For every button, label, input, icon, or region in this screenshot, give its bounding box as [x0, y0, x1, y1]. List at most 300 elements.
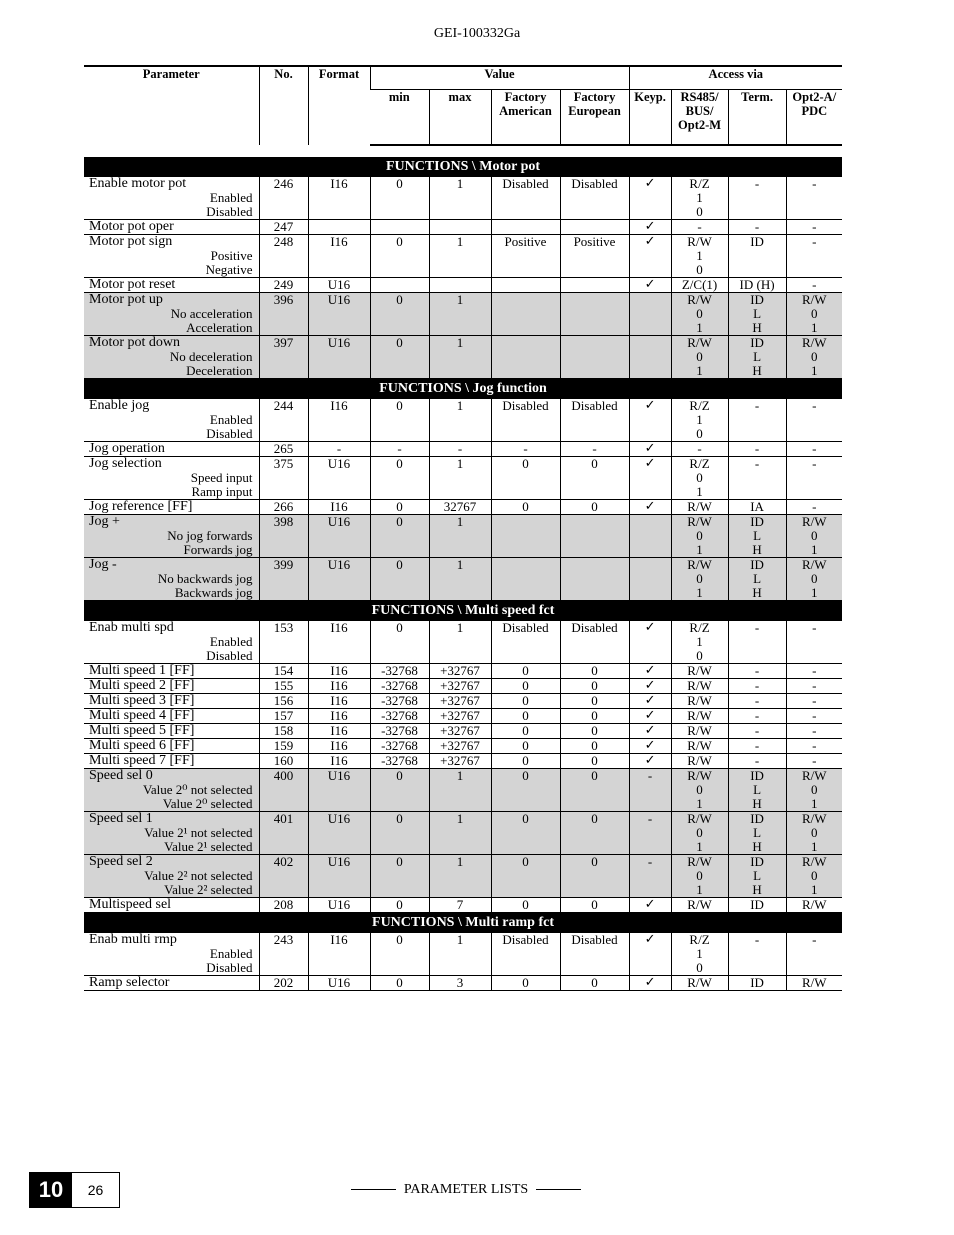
header-value: Value	[370, 66, 629, 90]
terminal-access	[728, 933, 786, 976]
value-max: 1	[429, 177, 491, 220]
rs485-access-value: R/W	[687, 663, 712, 678]
parameter-option: Value 2¹ not selected	[144, 825, 253, 840]
parameter-option: Disabled	[206, 960, 253, 975]
rs485-access	[671, 933, 728, 976]
terminal-access	[728, 679, 786, 694]
parameter-row	[84, 709, 842, 724]
rs485-access-value: 0	[696, 528, 703, 543]
parameter-option: Value 2¹ selected	[164, 839, 253, 854]
parameter-number: 157	[259, 709, 308, 724]
opt2a-access-value: -	[812, 708, 817, 723]
footer-page-box	[29, 1172, 120, 1208]
rs485-access	[671, 399, 728, 442]
rs485-access-value: 1	[696, 634, 703, 649]
rs485-access-value: R/W	[687, 738, 712, 753]
parameter-name: Enable motor pot	[89, 176, 187, 191]
rs485-access	[671, 709, 728, 724]
terminal-access-value: -	[754, 708, 760, 723]
terminal-access-value: ID (H)	[739, 277, 775, 292]
value-min: -	[370, 442, 429, 457]
parameter-row	[84, 558, 842, 601]
parameter-cell	[84, 855, 259, 898]
value-min: 0	[370, 621, 429, 664]
parameter-name: Motor pot down	[89, 335, 180, 350]
parameter-option: Disabled	[206, 426, 253, 441]
keypad-access: ✓	[629, 235, 671, 278]
keypad-access: ✓	[629, 754, 671, 769]
factory-european	[560, 293, 629, 336]
factory-european: 0	[560, 694, 629, 709]
keypad-access: ✓	[629, 177, 671, 220]
parameter-row	[84, 515, 842, 558]
factory-american: Disabled	[491, 621, 560, 664]
parameter-name: Motor pot reset	[89, 277, 176, 292]
parameter-name: Multi speed 4 [FF]	[89, 708, 195, 723]
rs485-access-value: R/Z	[689, 398, 710, 413]
value-min: 0	[370, 399, 429, 442]
rs485-access	[671, 336, 728, 379]
parameter-number: 246	[259, 177, 308, 220]
parameter-format: U16	[308, 769, 370, 812]
factory-european: 0	[560, 500, 629, 515]
value-max: +32767	[429, 694, 491, 709]
rs485-access-value: R/Z	[689, 932, 710, 947]
parameter-row	[84, 898, 842, 913]
section-header-row	[84, 379, 842, 399]
header-factory-american: Factory American	[491, 90, 560, 146]
parameter-row	[84, 724, 842, 739]
rs485-access-value: R/W	[687, 753, 712, 768]
parameter-option: No backwards jog	[157, 571, 253, 586]
value-min: 0	[370, 558, 429, 601]
parameter-option: Backwards jog	[174, 585, 253, 600]
parameter-number: 401	[259, 812, 308, 855]
rs485-access-value: 1	[696, 946, 703, 961]
opt2a-access	[786, 558, 842, 601]
parameter-name: Multispeed sel	[89, 897, 172, 912]
terminal-access	[728, 442, 786, 457]
rs485-access-value: R/W	[687, 234, 712, 249]
parameter-name: Multi speed 1 [FF]	[89, 663, 195, 678]
rs485-access-value: R/W	[687, 557, 712, 572]
opt2a-access	[786, 724, 842, 739]
factory-european: 0	[560, 976, 629, 991]
table-header	[84, 66, 842, 145]
opt2a-access	[786, 293, 842, 336]
parameter-option: Enabled	[209, 634, 253, 649]
terminal-access-value: ID	[750, 811, 764, 826]
opt2a-access-value: 1	[811, 542, 818, 557]
terminal-access-value: -	[754, 932, 760, 947]
parameter-row	[84, 769, 842, 812]
keypad-access: ✓	[629, 679, 671, 694]
parameter-format: I16	[308, 709, 370, 724]
parameter-format: U16	[308, 976, 370, 991]
keypad-access: ✓	[629, 399, 671, 442]
value-min: 0	[370, 336, 429, 379]
terminal-access	[728, 278, 786, 293]
parameter-format: I16	[308, 177, 370, 220]
terminal-access	[728, 898, 786, 913]
value-max: +32767	[429, 664, 491, 679]
opt2a-access	[786, 278, 842, 293]
parameter-name: Multi speed 5 [FF]	[89, 723, 195, 738]
rs485-access	[671, 976, 728, 991]
parameter-number: 202	[259, 976, 308, 991]
rs485-access	[671, 558, 728, 601]
keypad-access: ✓	[629, 664, 671, 679]
keypad-access: ✓	[629, 976, 671, 991]
opt2a-access-value: 1	[811, 796, 818, 811]
parameter-option: Forwards jog	[183, 542, 253, 557]
rs485-access-value: 0	[696, 868, 703, 883]
parameter-table	[84, 65, 842, 991]
parameter-format: I16	[308, 664, 370, 679]
parameter-number: 158	[259, 724, 308, 739]
parameter-row	[84, 754, 842, 769]
opt2a-access-value: -	[812, 441, 817, 456]
terminal-access-value: ID	[750, 514, 764, 529]
terminal-access-value: ID	[750, 768, 764, 783]
opt2a-access	[786, 694, 842, 709]
parameter-format: I16	[308, 694, 370, 709]
factory-european: 0	[560, 769, 629, 812]
factory-european: 0	[560, 679, 629, 694]
terminal-access-value: -	[754, 723, 760, 738]
keypad-access: ✓	[629, 220, 671, 235]
value-min: 0	[370, 812, 429, 855]
parameter-cell	[84, 898, 259, 913]
opt2a-access-value: 1	[811, 882, 818, 897]
rs485-access	[671, 235, 728, 278]
parameter-number: 154	[259, 664, 308, 679]
factory-european: Positive	[560, 235, 629, 278]
terminal-access-value: H	[752, 363, 762, 378]
parameter-number: 249	[259, 278, 308, 293]
rs485-access-value: Z/C(1)	[681, 277, 718, 292]
terminal-access-value: H	[752, 839, 762, 854]
terminal-access-value: H	[752, 542, 762, 557]
parameter-format: U16	[308, 812, 370, 855]
parameter-option: Deceleration	[186, 363, 253, 378]
terminal-access-value: -	[754, 219, 760, 234]
value-max: -	[429, 442, 491, 457]
opt2a-access	[786, 739, 842, 754]
rs485-access-value: R/W	[687, 678, 712, 693]
opt2a-access-value: R/W	[802, 335, 827, 350]
value-max: 1	[429, 621, 491, 664]
value-min: 0	[370, 500, 429, 515]
keypad-access: ✓	[629, 739, 671, 754]
rs485-access	[671, 278, 728, 293]
terminal-access	[728, 739, 786, 754]
parameter-name: Jog -	[89, 557, 117, 572]
value-max: 1	[429, 769, 491, 812]
footer-title-text: PARAMETER LISTS	[403, 1182, 529, 1197]
keypad-access	[629, 293, 671, 336]
opt2a-access-value: 0	[811, 528, 818, 543]
opt2a-access-value: -	[812, 176, 817, 191]
parameter-format: U16	[308, 558, 370, 601]
rs485-access	[671, 898, 728, 913]
terminal-access	[728, 812, 786, 855]
parameter-name: Jog operation	[89, 441, 165, 456]
value-max: 1	[429, 336, 491, 379]
terminal-access	[728, 664, 786, 679]
value-min: 0	[370, 457, 429, 500]
opt2a-access-value: -	[812, 723, 817, 738]
parameter-name: Jog selection	[89, 456, 162, 471]
rs485-access	[671, 812, 728, 855]
opt2a-access	[786, 679, 842, 694]
value-max: +32767	[429, 709, 491, 724]
factory-european	[560, 558, 629, 601]
value-min: 0	[370, 976, 429, 991]
rs485-access	[671, 515, 728, 558]
rs485-access-value: R/W	[687, 811, 712, 826]
terminal-access-value: L	[753, 782, 762, 797]
rs485-access-value: 1	[696, 796, 703, 811]
factory-european	[560, 278, 629, 293]
terminal-access	[728, 177, 786, 220]
opt2a-access	[786, 812, 842, 855]
rs485-access-value: 1	[696, 839, 703, 854]
rs485-access-value: 1	[696, 320, 703, 335]
factory-american: 0	[491, 898, 560, 913]
opt2a-access-value: -	[812, 678, 817, 693]
value-min	[370, 220, 429, 235]
value-max: 1	[429, 855, 491, 898]
opt2a-access	[786, 220, 842, 235]
parameter-name: Jog reference [FF]	[89, 499, 193, 514]
parameter-format: I16	[308, 235, 370, 278]
factory-american: 0	[491, 679, 560, 694]
value-max: 1	[429, 235, 491, 278]
terminal-access	[728, 457, 786, 500]
value-max: 1	[429, 933, 491, 976]
opt2a-access	[786, 769, 842, 812]
parameter-row	[84, 739, 842, 754]
parameter-format: U16	[308, 278, 370, 293]
value-max: 3	[429, 976, 491, 991]
keypad-access	[629, 336, 671, 379]
factory-european	[560, 220, 629, 235]
terminal-access-value: L	[753, 571, 762, 586]
opt2a-access-value: R/W	[802, 514, 827, 529]
opt2a-access-value: -	[812, 499, 817, 514]
terminal-access-value: L	[753, 349, 762, 364]
rs485-access	[671, 679, 728, 694]
opt2a-access-value: -	[812, 277, 817, 292]
header-rs485: RS485/ BUS/ Opt2-M	[671, 90, 728, 146]
parameter-option: Value 2⁰ not selected	[142, 782, 253, 797]
parameter-format: -	[308, 442, 370, 457]
parameter-format: I16	[308, 724, 370, 739]
parameter-cell	[84, 457, 259, 500]
parameter-cell	[84, 220, 259, 235]
rs485-access-value: 1	[696, 412, 703, 427]
opt2a-access-value: R/W	[802, 557, 827, 572]
terminal-access-value: H	[752, 882, 762, 897]
rs485-access-value: 0	[696, 782, 703, 797]
factory-european: -	[560, 442, 629, 457]
rs485-access-value: R/W	[687, 854, 712, 869]
value-max: +32767	[429, 754, 491, 769]
factory-european: 0	[560, 855, 629, 898]
rs485-access-value: 0	[696, 349, 703, 364]
parameter-name: Speed sel 1	[89, 811, 153, 826]
opt2a-access-value: 1	[811, 585, 818, 600]
section-title: FUNCTIONS \ Jog function	[84, 379, 842, 399]
opt2a-access	[786, 621, 842, 664]
value-min: 0	[370, 769, 429, 812]
parameter-name: Multi speed 3 [FF]	[89, 693, 195, 708]
opt2a-access-value: -	[812, 234, 817, 249]
factory-european: 0	[560, 898, 629, 913]
rs485-access	[671, 442, 728, 457]
terminal-access	[728, 694, 786, 709]
factory-american: 0	[491, 769, 560, 812]
opt2a-access-value: -	[812, 456, 817, 471]
document-code: GEI-100332Ga	[433, 26, 521, 41]
rs485-access-value: R/W	[687, 723, 712, 738]
parameter-cell	[84, 500, 259, 515]
parameter-cell	[84, 336, 259, 379]
opt2a-access-value: -	[812, 219, 817, 234]
factory-american: 0	[491, 709, 560, 724]
factory-american	[491, 336, 560, 379]
parameter-number: 397	[259, 336, 308, 379]
value-max: 32767	[429, 500, 491, 515]
parameter-option: Disabled	[206, 648, 253, 663]
factory-american: -	[491, 442, 560, 457]
opt2a-access-value: R/W	[802, 292, 827, 307]
value-max: +32767	[429, 724, 491, 739]
factory-american: 0	[491, 739, 560, 754]
terminal-access-value: -	[754, 456, 760, 471]
header-term: Term.	[728, 90, 786, 146]
terminal-access-value: -	[754, 441, 760, 456]
factory-american: 0	[491, 754, 560, 769]
footer-rule-right	[536, 1189, 581, 1190]
terminal-access-value: ID	[750, 234, 764, 249]
terminal-access	[728, 621, 786, 664]
terminal-access-value: H	[752, 320, 762, 335]
opt2a-access	[786, 235, 842, 278]
rs485-access-value: R/W	[687, 975, 712, 990]
rs485-access	[671, 694, 728, 709]
rs485-access	[671, 220, 728, 235]
opt2a-access	[786, 177, 842, 220]
opt2a-access-value: R/W	[802, 854, 827, 869]
parameter-number: 375	[259, 457, 308, 500]
factory-american	[491, 515, 560, 558]
factory-american: 0	[491, 694, 560, 709]
factory-european: Disabled	[560, 933, 629, 976]
rs485-access	[671, 855, 728, 898]
parameter-name: Motor pot up	[89, 292, 163, 307]
terminal-access-value: L	[753, 868, 762, 883]
parameter-option: Enabled	[209, 946, 253, 961]
parameter-number: 153	[259, 621, 308, 664]
factory-european: 0	[560, 724, 629, 739]
parameter-option: No deceleration	[169, 349, 253, 364]
parameter-name: Motor pot oper	[89, 219, 174, 234]
parameter-name: Enable jog	[89, 398, 150, 413]
parameter-cell	[84, 293, 259, 336]
rs485-access-value: 1	[696, 190, 703, 205]
rs485-access-value: 0	[696, 470, 703, 485]
parameter-name: Enab multi rmp	[89, 932, 177, 947]
parameter-format: I16	[308, 679, 370, 694]
terminal-access-value: -	[754, 753, 760, 768]
header-no: No.	[259, 66, 308, 145]
value-min: -32768	[370, 664, 429, 679]
opt2a-access-value: -	[812, 620, 817, 635]
rs485-access-value: 0	[696, 426, 703, 441]
parameter-row	[84, 976, 842, 991]
parameter-cell	[84, 515, 259, 558]
terminal-access-value: L	[753, 528, 762, 543]
parameter-cell	[84, 679, 259, 694]
factory-european: 0	[560, 664, 629, 679]
value-min	[370, 278, 429, 293]
parameter-row	[84, 293, 842, 336]
parameter-format: U16	[308, 898, 370, 913]
parameter-cell	[84, 664, 259, 679]
value-max: 7	[429, 898, 491, 913]
parameter-option: Positive	[210, 248, 253, 263]
value-min: 0	[370, 177, 429, 220]
opt2a-access	[786, 754, 842, 769]
value-min: -32768	[370, 754, 429, 769]
value-min: 0	[370, 933, 429, 976]
parameter-row	[84, 220, 842, 235]
rs485-access-value: 0	[696, 204, 703, 219]
header-keyp: Keyp.	[629, 90, 671, 146]
rs485-access-value: 0	[696, 825, 703, 840]
opt2a-access	[786, 709, 842, 724]
parameter-number: 208	[259, 898, 308, 913]
value-max: 1	[429, 515, 491, 558]
value-min: -32768	[370, 724, 429, 739]
header-max: max	[429, 90, 491, 146]
rs485-access	[671, 621, 728, 664]
terminal-access-value: ID	[750, 557, 764, 572]
factory-american: Disabled	[491, 399, 560, 442]
parameter-number: 402	[259, 855, 308, 898]
rs485-access	[671, 177, 728, 220]
rs485-access-value: R/W	[687, 514, 712, 529]
opt2a-access-value: -	[812, 753, 817, 768]
rs485-access	[671, 724, 728, 739]
terminal-access-value: -	[754, 678, 760, 693]
parameter-option: Negative	[205, 262, 253, 277]
section-header-row	[84, 601, 842, 621]
parameter-format: I16	[308, 739, 370, 754]
rs485-access	[671, 293, 728, 336]
header-parameter: Parameter	[84, 66, 259, 145]
terminal-access-value: -	[754, 663, 760, 678]
parameter-cell	[84, 769, 259, 812]
value-min: 0	[370, 293, 429, 336]
opt2a-access-value: -	[812, 693, 817, 708]
value-max	[429, 220, 491, 235]
parameter-row	[84, 399, 842, 442]
page-number: 26	[87, 1182, 104, 1198]
terminal-access-value: ID	[750, 897, 764, 912]
